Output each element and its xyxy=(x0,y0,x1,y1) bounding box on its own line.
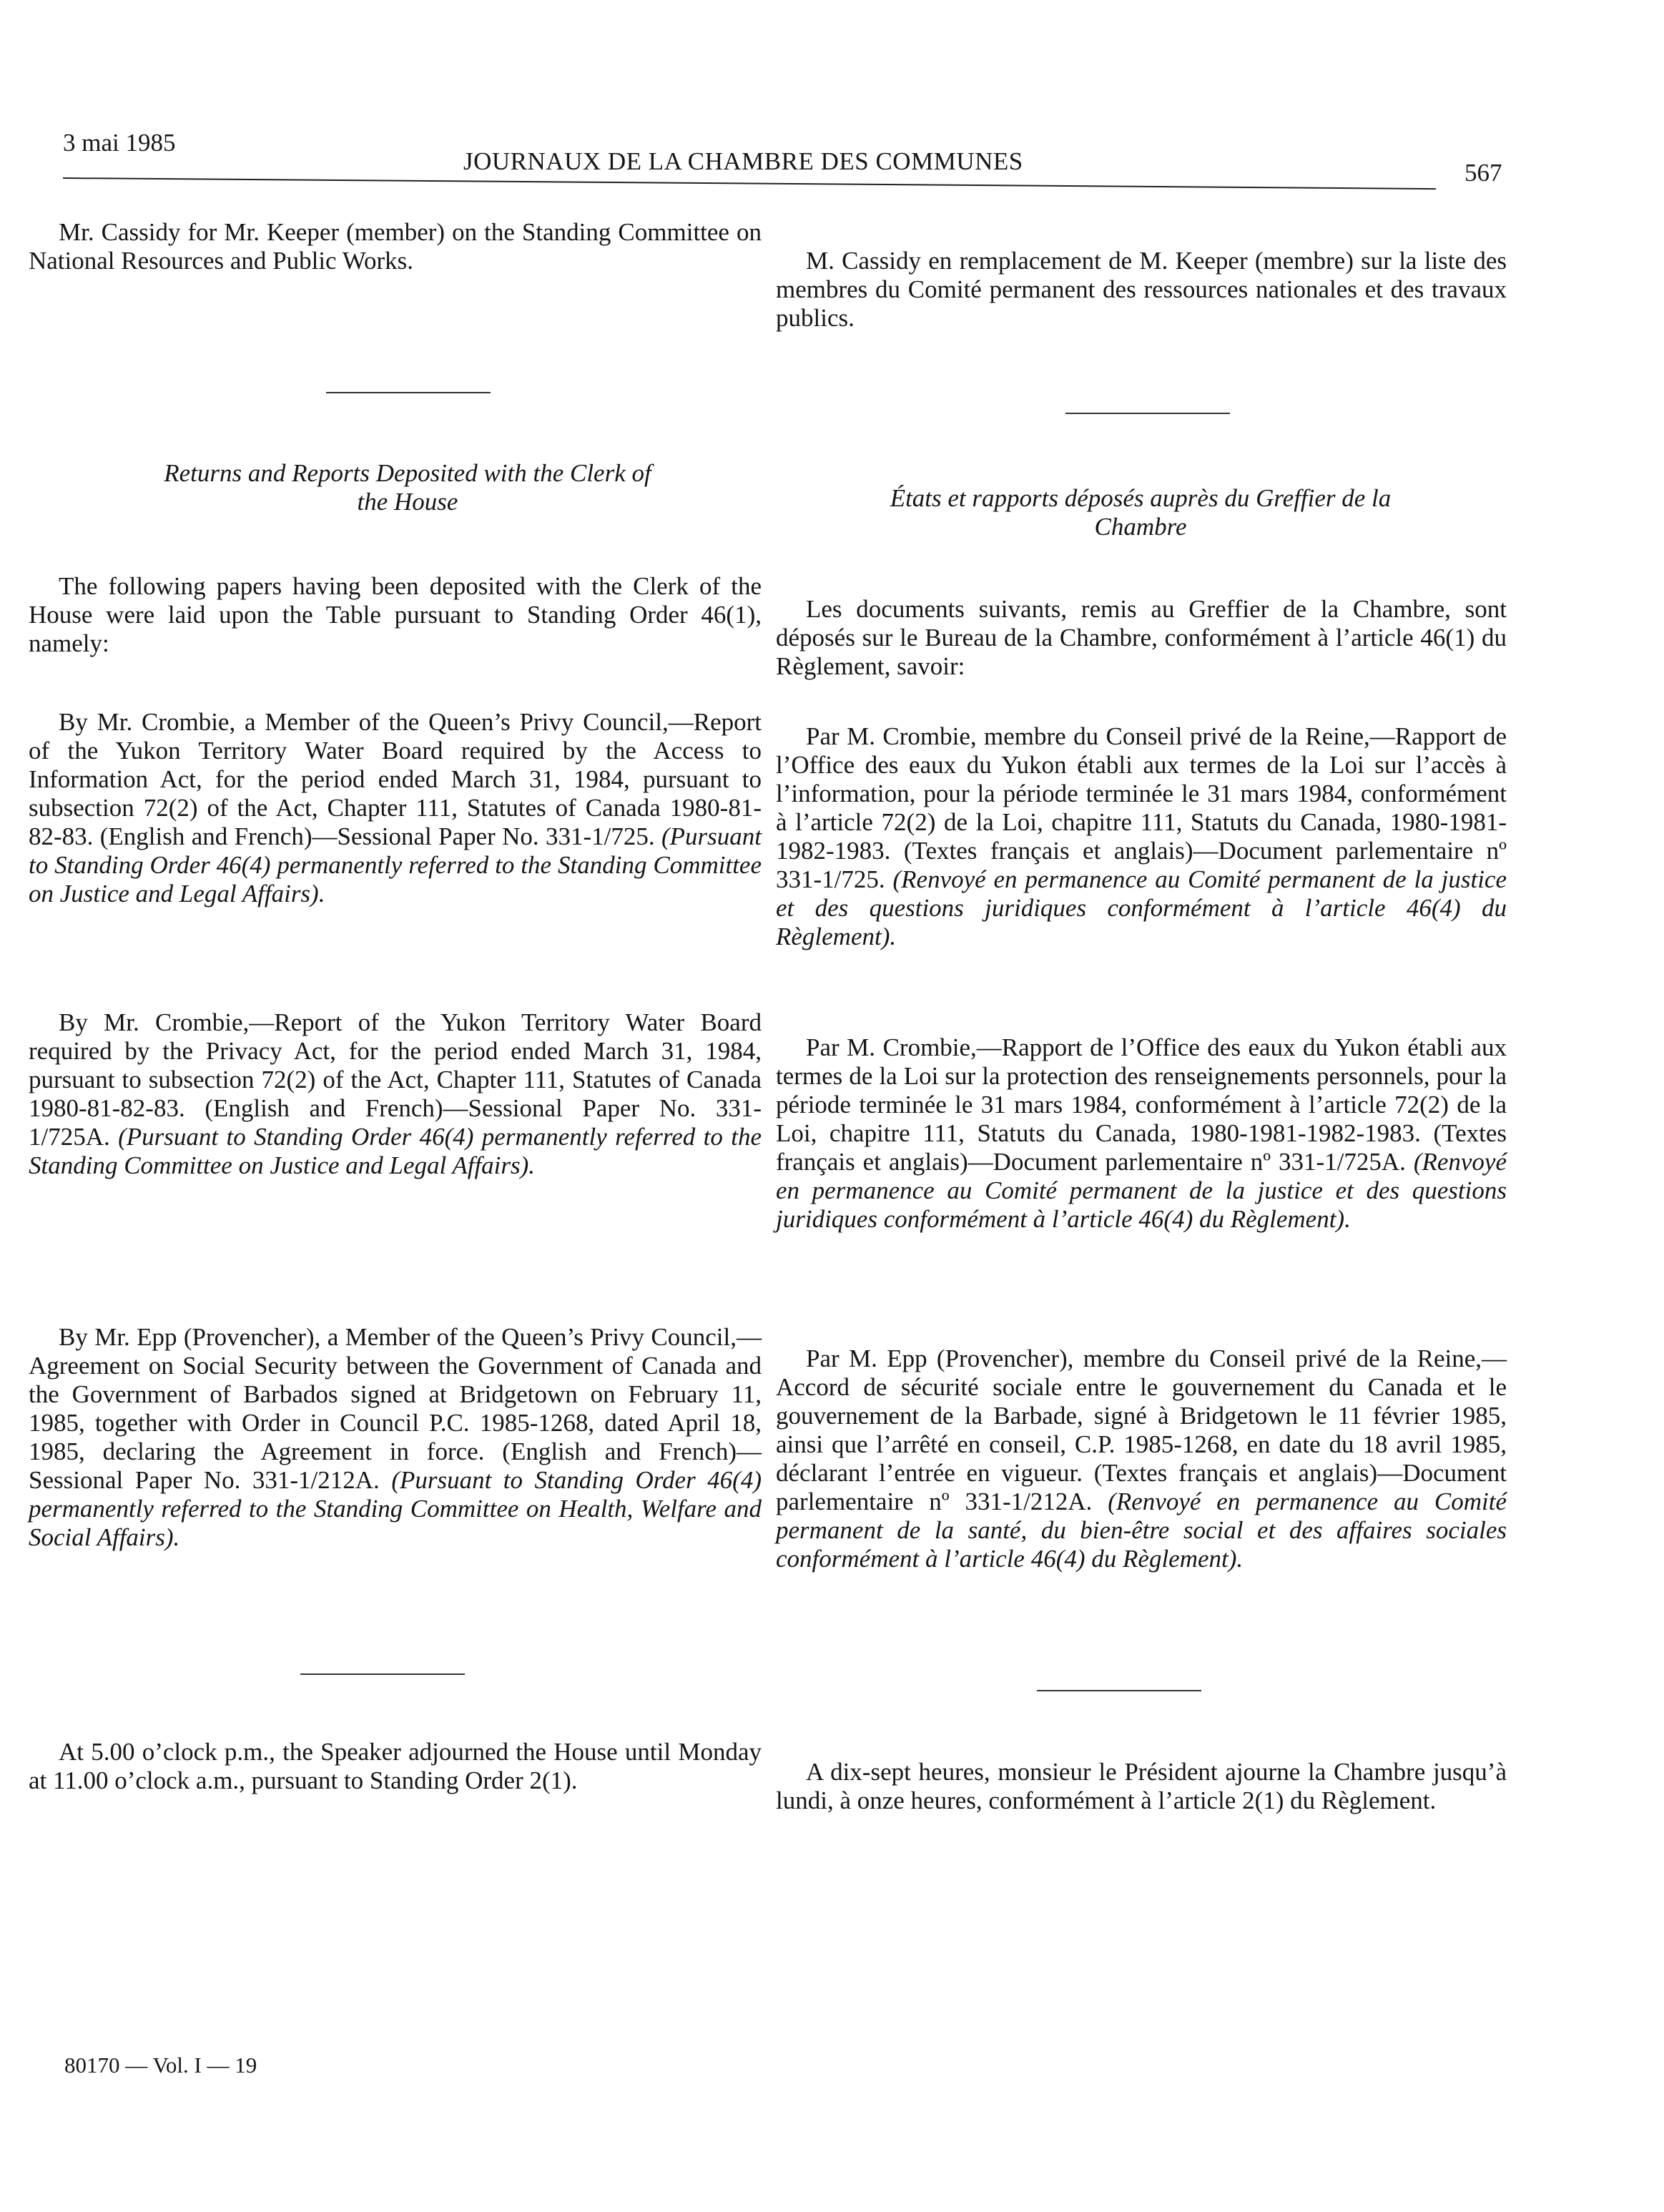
fr-epp-text: Par M. Epp (Provencher), membre du Conseil privé de la Reine,—Accord de sécurité sociale entre le gouvernement du Canada et le gouvernement de la Barbade, signé à Bridgetown le 11 février 1985, ainsi que l’arrêté en conseil, C.P. 1985-1268, en date du 18 avril 1985, déclarant l’entrée en vigueur. (Textes français et anglais)—Document parlementaire nº 331-1/212A. xyxy=(776,1345,1507,1515)
header-date: 3 mai 1985 xyxy=(63,129,176,157)
fr-separator-1 xyxy=(1065,413,1230,414)
fr-crombie-access-text: Par M. Crombie, membre du Conseil privé de la Reine,—Rapport de l’Office des eaux du Yukon établi aux termes de la Loi sur l’accès à l’information, pour la période terminée le 31 mars 1984, conformément à l’article 72(2) de la Loi, chapitre 111, Statuts du Canada, 1980-1981-1982-1983. (Textes français et anglais)—Document parlementaire nº 331-1/725. xyxy=(776,722,1507,893)
page-number: 567 xyxy=(1464,159,1502,187)
en-epp-referral: (Pursuant to Standing Order 46(4) permanently referred to the Standing Committee on Health, Welfare and Social Affairs). xyxy=(29,1466,762,1551)
fr-intro-text: Les documents suivants, remis au Greffier de la Chambre, sont déposés sur le Bureau de la Chambre, conformément à l’article 46(1) du Règlement, savoir: xyxy=(776,595,1507,680)
en-crombie-privacy-paragraph xyxy=(29,1008,762,1180)
fr-cassidy-paragraph xyxy=(776,247,1507,333)
en-epp-text: By Mr. Epp (Provencher), a Member of the Queen’s Privy Council,—Agreement on Social Security between the Government of Canada and the Government of Barbados signed at Bridgetown on February 11, 1985, together with Order in Council P.C. 1985-1268, dated April 18, 1985, declaring the Agreement in force. (English and French)—Sessional Paper No. 331-1/212A. xyxy=(29,1323,762,1494)
en-intro-paragraph xyxy=(29,572,762,658)
fr-intro-paragraph xyxy=(776,595,1507,681)
en-section-heading xyxy=(157,459,658,516)
en-crombie-access-body xyxy=(29,708,762,908)
fr-crombie-access-body xyxy=(776,722,1507,951)
fr-separator-2 xyxy=(1037,1690,1201,1691)
fr-crombie-privacy-text: Par M. Crombie,—Rapport de l’Office des eaux du Yukon établi aux termes de la Loi sur la protection des renseignements personnels, pour la période terminée le 31 mars 1984, conformément à l’article 72(2) de la Loi, chapitre 111, Statuts du Canada, 1980-1981-1982-1983. (Textes français et anglais)—Document parlementaire nº 331-1/725A. xyxy=(776,1033,1507,1176)
en-separator-2 xyxy=(300,1673,465,1675)
fr-crombie-privacy-body xyxy=(776,1033,1507,1234)
fr-crombie-access-referral: (Renvoyé en permanence au Comité permanent de la justice et des questions juridiques conformément à l’article 46(4) du Règlement). xyxy=(776,865,1507,950)
header-rule xyxy=(63,177,1436,190)
en-heading-text: Returns and Reports Deposited with the Clerk of the House xyxy=(164,459,651,516)
fr-crombie-privacy-referral: (Renvoyé en permanence au Comité permanent de la justice et des questions juridiques conformément à l’article 46(4) du Règlement). xyxy=(776,1148,1507,1233)
fr-section-heading xyxy=(869,484,1412,541)
en-crombie-privacy-body xyxy=(29,1008,762,1180)
en-crombie-privacy-referral: (Pursuant to Standing Order 46(4) permanently referred to the Standing Committee on Justice and Legal Affairs). xyxy=(29,1123,762,1179)
printer-footer: 80170 — Vol. I — 19 xyxy=(64,2053,257,2078)
en-cassidy-paragraph xyxy=(29,218,762,275)
fr-adjournment-paragraph xyxy=(776,1758,1507,1815)
fr-crombie-access-paragraph xyxy=(776,722,1507,951)
en-crombie-access-paragraph xyxy=(29,708,762,908)
en-epp-body xyxy=(29,1323,762,1552)
fr-epp-referral: (Renvoyé en permanence au Comité permanent de la santé, du bien-être social et des affaires sociales conformément à l’article 46(4) du Règlement). xyxy=(776,1488,1507,1573)
en-separator-1 xyxy=(326,392,491,393)
en-intro-text: The following papers having been deposited with the Clerk of the House were laid upon the Table pursuant to Standing Order 46(1), namely: xyxy=(29,572,762,657)
en-epp-paragraph xyxy=(29,1323,762,1552)
fr-adjournment-text: A dix-sept heures, monsieur le Président ajourne la Chambre jusqu’à lundi, à onze heures, conformément à l’article 2(1) du Règlement. xyxy=(776,1758,1507,1814)
en-cassidy-text: Mr. Cassidy for Mr. Keeper (member) on the Standing Committee on National Resources and Public Works. xyxy=(29,218,762,275)
en-crombie-privacy-text: By Mr. Crombie,—Report of the Yukon Territory Water Board required by the Privacy Act, for the period ended March 31, 1984, pursuant to subsection 72(2) of the Act, Chapter 111, Statutes of Canada 1980-81-82-83. (English and French)—Sessional Paper No. 331-1/725A. xyxy=(29,1008,762,1151)
journal-title: JOURNAUX DE LA CHAMBRE DES COMMUNES xyxy=(463,147,1023,175)
fr-epp-body xyxy=(776,1345,1507,1573)
en-adjournment-text: At 5.00 o’clock p.m., the Speaker adjourned the House until Monday at 11.00 o’clock a.m., pursuant to Standing Order 2(1). xyxy=(29,1738,762,1794)
fr-epp-paragraph xyxy=(776,1345,1507,1573)
fr-crombie-privacy-paragraph xyxy=(776,1033,1507,1234)
en-crombie-access-referral: (Pursuant to Standing Order 46(4) permanently referred to the Standing Committee on Justice and Legal Affairs). xyxy=(29,822,762,908)
en-adjournment-paragraph xyxy=(29,1738,762,1795)
en-crombie-access-text: By Mr. Crombie, a Member of the Queen’s Privy Council,—Report of the Yukon Territory Water Board required by the Access to Information Act, for the period ended March 31, 1984, pursuant to subsection 72(2) of the Act, Chapter 111, Statutes of Canada 1980-81-82-83. (English and French)—Sessional Paper No. 331-1/725. xyxy=(29,708,762,850)
fr-heading-text: États et rapports déposés auprès du Greffier de la Chambre xyxy=(890,484,1392,541)
fr-cassidy-text: M. Cassidy en remplacement de M. Keeper (membre) sur la liste des membres du Comité permanent des ressources nationales et des travaux publics. xyxy=(776,247,1507,332)
